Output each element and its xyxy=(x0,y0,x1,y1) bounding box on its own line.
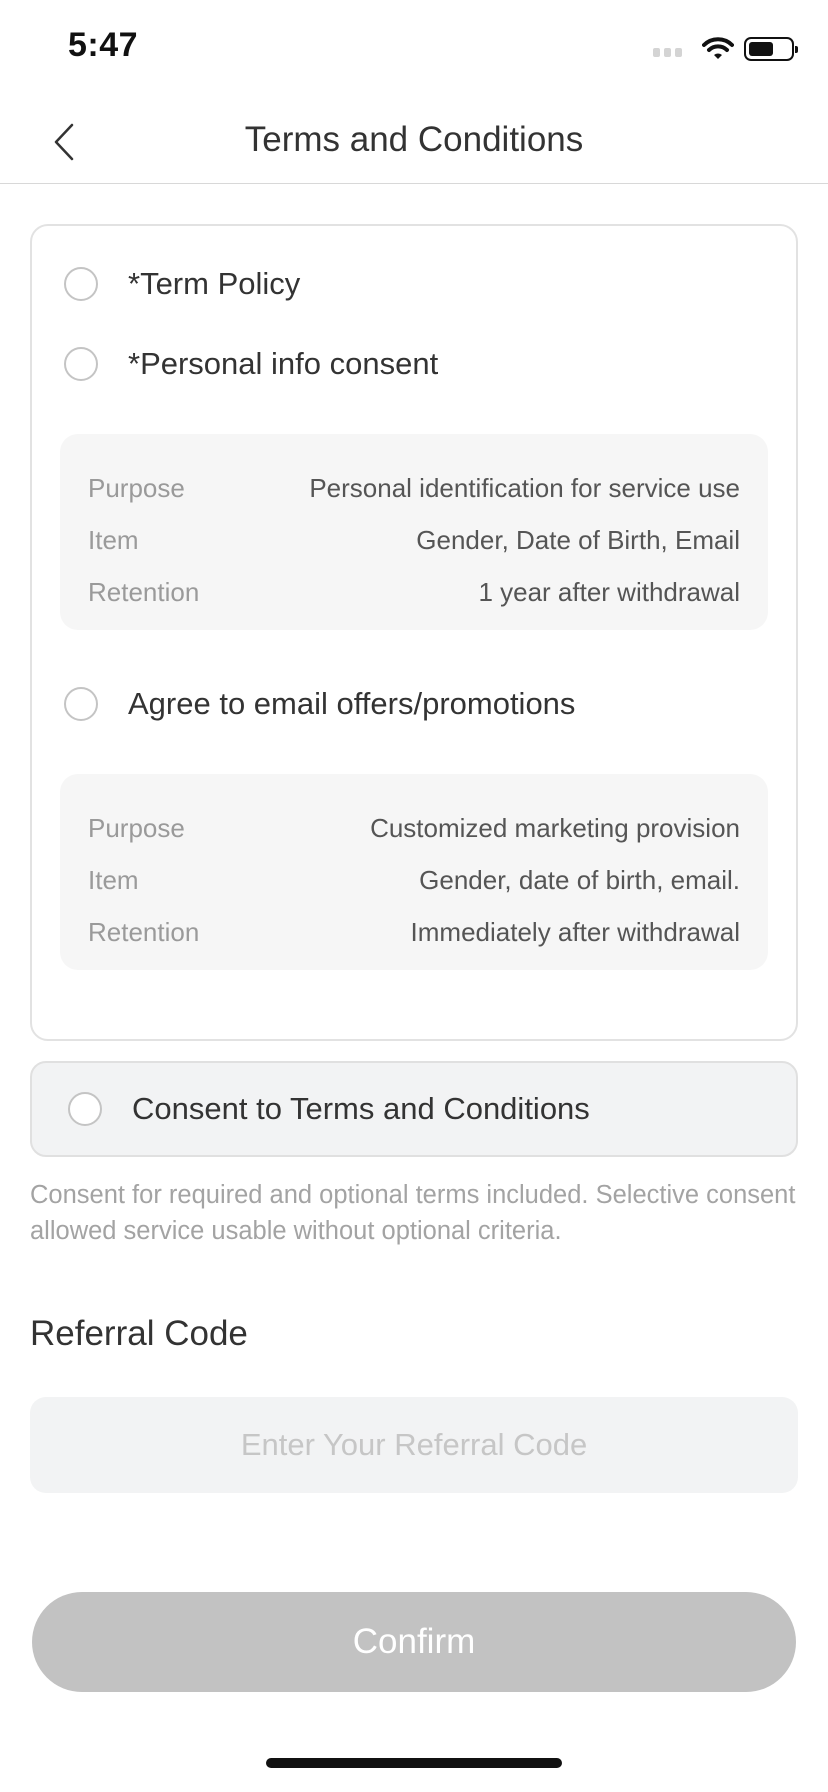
detail-value: 1 year after withdrawal xyxy=(478,576,740,607)
battery-icon xyxy=(744,37,794,61)
detail-row-item xyxy=(88,514,740,566)
detail-value: Customized marketing provision xyxy=(370,812,740,843)
term-policy-label: *Term Policy xyxy=(128,266,301,301)
personal-info-details xyxy=(60,434,768,630)
radio-circle-icon xyxy=(64,267,98,301)
page-title: Terms and Conditions xyxy=(244,120,584,159)
detail-row-retention xyxy=(88,906,740,958)
consent-note: Consent for required and optional terms included. Selective consent allowed service usable without optional criteria. xyxy=(30,1181,796,1245)
signal-icon xyxy=(653,41,682,57)
detail-value: Gender, date of birth, email. xyxy=(419,864,740,895)
detail-row-retention xyxy=(88,566,740,618)
personal-info-consent-checkbox[interactable] xyxy=(64,346,438,382)
home-indicator xyxy=(266,1758,562,1768)
status-bar xyxy=(0,0,828,100)
referral-heading: Referral Code xyxy=(30,1314,248,1353)
email-promotions-label: Agree to email offers/promotions xyxy=(128,686,576,721)
detail-key: Retention xyxy=(88,576,200,607)
detail-row-purpose xyxy=(88,462,740,514)
personal-info-consent-label: *Personal info consent xyxy=(128,346,439,381)
radio-circle-icon xyxy=(64,347,98,381)
detail-key: Item xyxy=(88,524,139,555)
status-icons xyxy=(653,36,794,62)
nav-header xyxy=(0,100,828,184)
detail-key: Retention xyxy=(88,916,200,947)
status-time: 5:47 xyxy=(68,26,139,64)
detail-row-purpose xyxy=(88,802,740,854)
detail-value: Personal identification for service use xyxy=(309,472,740,503)
confirm-button[interactable]: Confirm xyxy=(32,1592,796,1692)
terms-card xyxy=(30,224,798,1041)
detail-key: Purpose xyxy=(88,812,185,843)
detail-value: Immediately after withdrawal xyxy=(410,916,740,947)
email-promotions-details xyxy=(60,774,768,970)
term-policy-checkbox[interactable] xyxy=(64,266,300,302)
radio-circle-icon xyxy=(68,1092,102,1126)
detail-row-item xyxy=(88,854,740,906)
email-promotions-checkbox[interactable] xyxy=(64,686,575,722)
radio-circle-icon xyxy=(64,687,98,721)
detail-value: Gender, Date of Birth, Email xyxy=(416,524,740,555)
detail-key: Item xyxy=(88,864,139,895)
consent-all-checkbox[interactable] xyxy=(30,1061,798,1157)
wifi-icon xyxy=(702,37,734,61)
consent-all-label: Consent to Terms and Conditions xyxy=(132,1091,590,1126)
detail-key: Purpose xyxy=(88,472,185,503)
referral-code-input[interactable] xyxy=(30,1397,798,1493)
